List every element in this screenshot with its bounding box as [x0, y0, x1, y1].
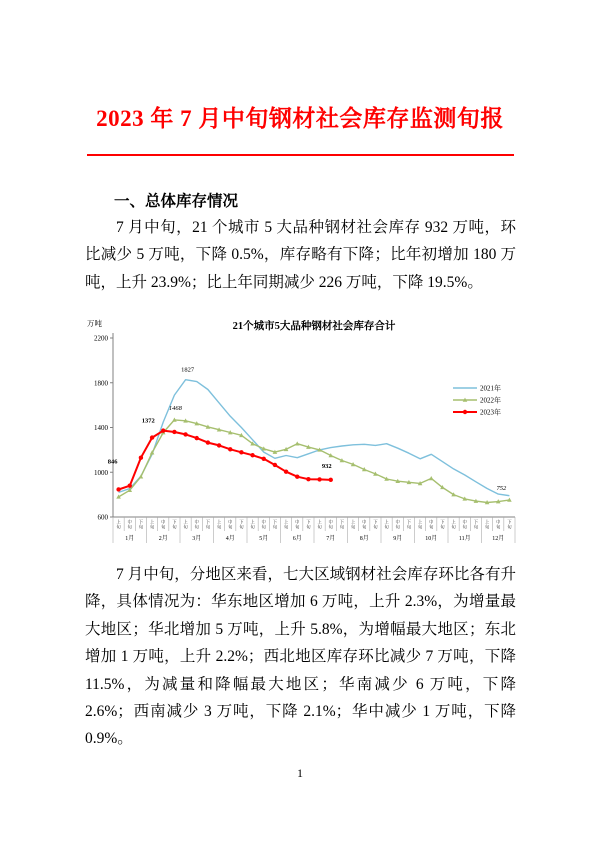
- x-axis-period-label: 下旬: [406, 519, 412, 530]
- data-point-marker: [161, 428, 165, 432]
- y-axis-tick-label: 1800: [94, 379, 108, 388]
- data-point-marker: [284, 469, 288, 473]
- x-axis-period-label: 上旬: [417, 519, 423, 530]
- section-heading: 一、总体库存情况: [114, 193, 239, 210]
- x-axis-month-label: 9月: [393, 536, 403, 542]
- x-axis-month-label: 10月: [425, 536, 438, 542]
- x-axis-month-label: 8月: [359, 536, 369, 542]
- y-axis-tick-label: 1000: [94, 468, 108, 477]
- x-axis-period-label: 中旬: [395, 519, 400, 530]
- y-axis-tick-label: 1400: [94, 424, 108, 432]
- data-point-marker: [116, 487, 120, 491]
- x-axis-period-label: 下旬: [239, 519, 244, 530]
- data-label-752: 752: [496, 484, 507, 492]
- x-axis-period-label: 下旬: [138, 519, 144, 530]
- x-axis-period-label: 上旬: [484, 519, 490, 530]
- data-point-marker: [306, 477, 310, 481]
- x-axis-period-label: 中旬: [261, 519, 266, 530]
- x-axis-period-label: 上旬: [283, 519, 289, 530]
- data-point-marker: [150, 435, 154, 439]
- data-label-932: 932: [321, 462, 332, 470]
- data-point-marker: [262, 457, 266, 461]
- x-axis-period-label: 上旬: [183, 519, 188, 530]
- x-axis-period-label: 中旬: [362, 519, 367, 530]
- x-axis-period-label: 上旬: [116, 519, 121, 530]
- paragraph-overall-inventory: 7 月中旬，21 个城市 5 大品种钢材社会库存 932 万吨，环比减少 5 万吨，下降 0.5%，库存略有下降；比年初增加 180 万吨，上升 23.9%；比上年同期减少 226 万吨，下降 19.5%。: [85, 219, 516, 291]
- inventory-line-chart: [85, 315, 517, 555]
- x-axis-period-label: 下旬: [440, 519, 445, 530]
- x-axis-period-label: 下旬: [339, 519, 345, 530]
- data-point-marker: [463, 410, 467, 414]
- x-axis-period-label: 中旬: [127, 519, 132, 530]
- x-axis-month-label: 11月: [458, 536, 471, 542]
- data-label-1827: 1827: [181, 366, 195, 374]
- x-axis-period-label: 中旬: [462, 519, 467, 530]
- x-axis-period-label: 上旬: [451, 519, 456, 530]
- data-label-1372: 1372: [141, 417, 155, 425]
- title-underline: [87, 154, 514, 156]
- data-point-marker: [295, 441, 300, 445]
- x-axis-month-label: 1月: [125, 536, 135, 542]
- x-axis-month-label: 7月: [326, 536, 336, 542]
- data-label-1468: 1468: [168, 404, 182, 412]
- data-label-846: 846: [107, 458, 118, 466]
- chart-canvas: [85, 315, 517, 555]
- data-point-marker: [172, 430, 176, 434]
- x-axis-period-label: 下旬: [473, 519, 479, 530]
- data-point-marker: [139, 474, 144, 478]
- data-point-marker: [228, 447, 232, 451]
- legend-label-2021年: 2021年: [480, 384, 501, 393]
- document-title: 2023 年 7 月中旬钢材社会库存监测旬报: [96, 106, 504, 131]
- data-point-marker: [128, 483, 132, 487]
- data-point-marker: [206, 440, 210, 444]
- data-point-marker: [239, 450, 243, 454]
- x-axis-month-label: 4月: [225, 536, 235, 542]
- x-axis-period-label: 下旬: [172, 519, 177, 530]
- x-axis-period-label: 中旬: [194, 519, 199, 530]
- x-axis-period-label: 下旬: [205, 519, 211, 530]
- x-axis-period-label: 中旬: [295, 519, 300, 530]
- y-axis-tick-label: 600: [97, 513, 108, 522]
- data-point-marker: [429, 476, 434, 480]
- x-axis-month-label: 3月: [192, 536, 202, 542]
- data-point-marker: [329, 478, 333, 482]
- x-axis-period-label: 上旬: [149, 519, 155, 530]
- data-point-marker: [250, 453, 254, 457]
- x-axis-period-label: 下旬: [306, 519, 311, 530]
- data-point-marker: [317, 477, 321, 481]
- x-axis-period-label: 中旬: [496, 519, 501, 530]
- x-axis-period-label: 中旬: [161, 519, 166, 530]
- x-axis-month-label: 5月: [259, 536, 269, 542]
- x-axis-period-label: 上旬: [216, 519, 222, 530]
- chart-title: 21个城市5大品种钢材社会库存合计: [232, 321, 396, 332]
- x-axis-period-label: 下旬: [373, 519, 378, 530]
- x-axis-month-label: 6月: [292, 536, 302, 542]
- y-axis-tick-label: 2200: [94, 334, 108, 343]
- data-point-marker: [183, 432, 187, 436]
- chart-unit-label: 万吨: [87, 319, 102, 328]
- page-number: 1: [297, 766, 303, 780]
- x-axis-period-label: 下旬: [272, 519, 278, 530]
- x-axis-period-label: 中旬: [328, 519, 333, 530]
- x-axis-period-label: 上旬: [250, 519, 255, 530]
- x-axis-month-label: 12月: [492, 536, 505, 542]
- legend-label-2023年: 2023年: [480, 408, 501, 417]
- x-axis-period-label: 上旬: [384, 519, 389, 530]
- x-axis-period-label: 中旬: [228, 519, 233, 530]
- x-axis-month-label: 2月: [158, 536, 168, 542]
- x-axis-period-label: 上旬: [317, 519, 322, 530]
- data-point-marker: [295, 475, 299, 479]
- data-point-marker: [273, 463, 277, 467]
- legend-label-2022年: 2022年: [480, 396, 501, 405]
- x-axis-period-label: 中旬: [429, 519, 434, 530]
- paragraph-regional-inventory: 7 月中旬，分地区来看，七大区域钢材社会库存环比各有升降，具体情况为：华东地区增加 6 万吨，上升 2.3%，为增量最大地区；华北增加 5 万吨，上升 5.8%，为增幅最大地区；东北增加 1 万吨，上升 2.2%；西北地区库存环比减少 7 万吨，下降 11.5%，为减量和降幅最大地区；华南减少 6 万吨，下降 2.6%；西南减少 3 万吨，下降 2.1%；华中减少 1 万吨，下降 0.9%。: [85, 566, 516, 748]
- data-point-marker: [195, 436, 199, 440]
- x-axis-period-label: 下旬: [507, 519, 512, 530]
- data-point-marker: [217, 443, 221, 447]
- series-line-2023年: [119, 431, 331, 490]
- x-axis-period-label: 上旬: [350, 519, 356, 530]
- data-point-marker: [139, 456, 143, 460]
